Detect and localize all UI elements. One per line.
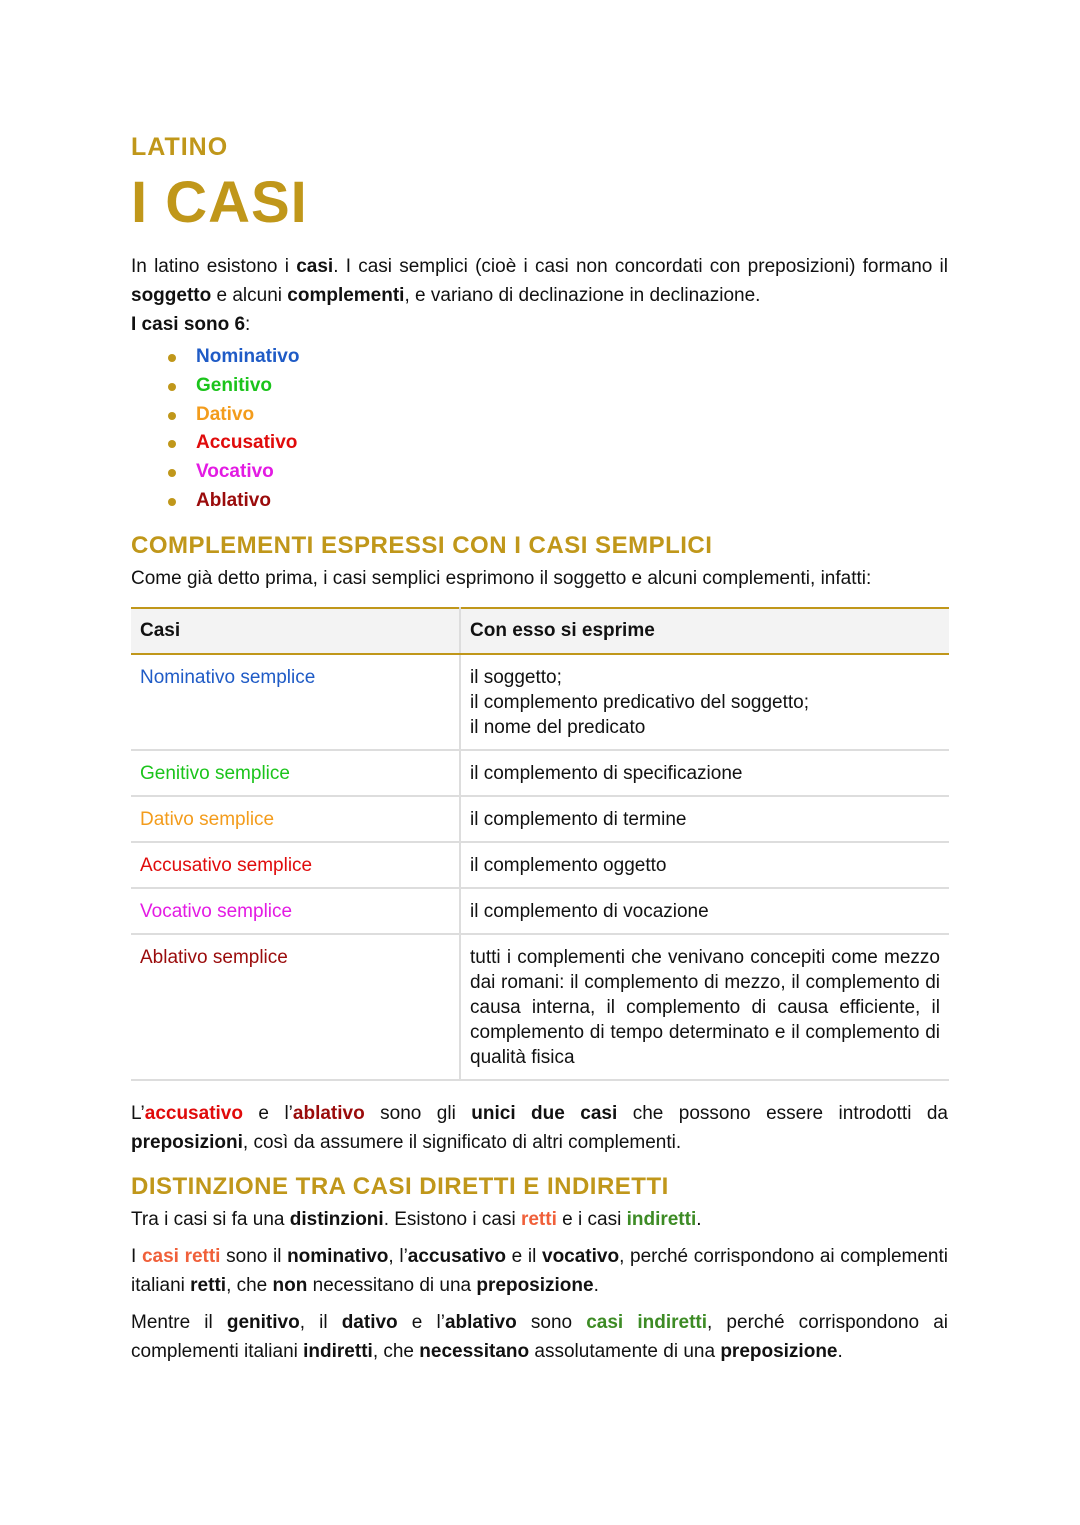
text-run: . I casi semplici (cioè i casi non concordati con preposizioni) formano il xyxy=(333,256,949,277)
text-run: necessitano di una xyxy=(307,1274,477,1296)
indiretti-paragraph xyxy=(131,1308,948,1366)
bold-text: ablativo xyxy=(444,1311,517,1333)
column-header-casi: Casi xyxy=(131,608,460,654)
bold-text: complementi xyxy=(287,285,405,306)
text-run: e l’ xyxy=(242,1102,293,1124)
text-run: sono il xyxy=(220,1245,288,1267)
case-list-item: Genitivo xyxy=(196,372,948,401)
bold-text: casi retti xyxy=(141,1245,221,1267)
bold-text: casi xyxy=(296,256,334,277)
text-run: e l’ xyxy=(397,1311,445,1333)
bold-text: casi indiretti xyxy=(586,1311,708,1333)
table-row xyxy=(131,796,949,842)
case-cell: Accusativo semplice xyxy=(131,842,460,888)
text-run: Come già detto prima, i casi semplici esprimono il soggetto e alcuni complementi, infatti: xyxy=(131,567,872,589)
text-run: Mentre il xyxy=(131,1311,227,1333)
bold-text: preposizione xyxy=(476,1274,594,1296)
text-run: . xyxy=(593,1274,599,1296)
bold-text: genitivo xyxy=(226,1311,300,1333)
document-page xyxy=(131,130,948,1366)
bold-text: retti xyxy=(190,1274,227,1296)
text-run: che possono essere introdotti da xyxy=(617,1102,949,1124)
text-run: , e variano di declinazione in declinazione. xyxy=(404,285,761,306)
case-cell: Nominativo semplice xyxy=(131,654,460,750)
bold-text: non xyxy=(272,1274,308,1296)
bold-text: distinzioni xyxy=(289,1208,384,1230)
intro-paragraph xyxy=(131,252,948,310)
expression-cell xyxy=(460,888,949,934)
bold-text: necessitano xyxy=(419,1340,530,1362)
text-run: In latino esistono i xyxy=(131,256,297,277)
case-list-item: Vocativo xyxy=(196,458,948,487)
case-list-item: Accusativo xyxy=(196,429,948,458)
retti-paragraph xyxy=(131,1242,948,1300)
text-run: e alcuni xyxy=(211,285,288,306)
expression-line: il complemento di specificazione xyxy=(470,762,743,784)
expression-cell xyxy=(460,842,949,888)
table-header-row xyxy=(131,608,949,654)
subject-label: LATINO xyxy=(131,133,229,161)
bold-text: preposizione xyxy=(720,1340,838,1362)
case-cell: Vocativo semplice xyxy=(131,888,460,934)
bold-text: retti xyxy=(520,1208,557,1230)
section1-intro xyxy=(131,564,948,593)
expression-cell xyxy=(460,934,949,1080)
case-list-item: Dativo xyxy=(196,401,948,430)
case-list-item: Ablativo xyxy=(196,487,948,516)
expression-cell xyxy=(460,750,949,796)
text-run: , l’ xyxy=(388,1245,408,1267)
cases-table xyxy=(131,607,949,1081)
bold-text: accusativo xyxy=(144,1102,243,1124)
bold-text: nominativo xyxy=(287,1245,389,1267)
expression-line: il complemento predicativo del soggetto; xyxy=(470,691,810,713)
table-row xyxy=(131,888,949,934)
bold-text: soggetto xyxy=(131,285,212,306)
bold-text: ablativo xyxy=(292,1102,365,1124)
expression-line: il complemento oggetto xyxy=(470,854,667,876)
text-run: . xyxy=(696,1208,702,1230)
case-cell: Ablativo semplice xyxy=(131,934,460,1080)
page-title: I CASI xyxy=(131,170,308,235)
text-run: sono gli xyxy=(364,1102,472,1124)
cases-list xyxy=(131,343,948,516)
text-run: sono xyxy=(516,1311,587,1333)
bold-text: accusativo xyxy=(407,1245,507,1267)
case-cell: Genitivo semplice xyxy=(131,750,460,796)
expression-line: il nome del predicato xyxy=(470,716,646,738)
table-row xyxy=(131,750,949,796)
text-run: , perché corrispondono ai complementi italiani xyxy=(131,1245,948,1296)
column-header-esprime: Con esso si esprime xyxy=(460,608,949,654)
section-heading-distinzione: DISTINZIONE TRA CASI DIRETTI E INDIRETTI xyxy=(131,1172,669,1200)
text-run: e i casi xyxy=(556,1208,627,1230)
case-list-item: Nominativo xyxy=(196,343,948,372)
text-run: assolutamente di una xyxy=(529,1340,721,1362)
bold-text: dativo xyxy=(341,1311,398,1333)
expression-cell xyxy=(460,654,949,750)
text-run: , perché corrispondono ai complementi italiani xyxy=(131,1311,948,1362)
text-run: L’ xyxy=(131,1102,145,1124)
cases-count-line xyxy=(131,310,948,339)
bold-text: preposizioni xyxy=(131,1131,243,1153)
expression-line: tutti i complementi che venivano concepiti come mezzo dai romani: il complemento di mezzo, il complemento di causa interna, il complemento di causa efficiente, il complemento di tempo determinato e il complemento di qualità fisica xyxy=(470,946,940,1068)
text-run: I xyxy=(131,1245,142,1267)
table-row xyxy=(131,842,949,888)
case-cell: Dativo semplice xyxy=(131,796,460,842)
bold-text: vocativo xyxy=(542,1245,620,1267)
text-run: : xyxy=(245,314,251,335)
text-run: e il xyxy=(506,1245,542,1267)
text-run: , che xyxy=(372,1340,420,1362)
text-run: , così da assumere il significato di altri complementi. xyxy=(242,1131,682,1153)
text-run: , che xyxy=(226,1274,273,1296)
text-run: . Esistono i casi xyxy=(383,1208,521,1230)
expression-line: il soggetto; xyxy=(470,666,562,688)
section-heading-complementi: COMPLEMENTI ESPRESSI CON I CASI SEMPLICI xyxy=(131,531,713,559)
expression-cell xyxy=(460,796,949,842)
expression-line: il complemento di termine xyxy=(470,808,687,830)
bold-text: I casi sono 6 xyxy=(131,314,246,335)
text-run: Tra i casi si fa una xyxy=(131,1208,290,1230)
table-row xyxy=(131,654,949,750)
note-paragraph xyxy=(131,1099,948,1157)
bold-text: unici due casi xyxy=(471,1102,618,1124)
text-run: , il xyxy=(299,1311,342,1333)
expression-line: il complemento di vocazione xyxy=(470,900,709,922)
table-row xyxy=(131,934,949,1080)
text-run: . xyxy=(837,1340,843,1362)
distinction-paragraph xyxy=(131,1205,948,1234)
bold-text: indiretti xyxy=(303,1340,373,1362)
bold-text: indiretti xyxy=(626,1208,697,1230)
